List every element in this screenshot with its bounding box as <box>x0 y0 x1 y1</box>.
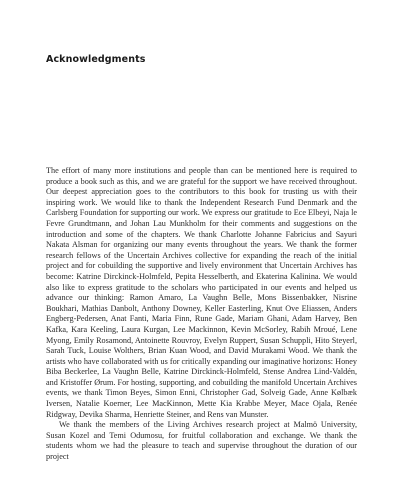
section-heading: Acknowledgments <box>46 54 146 65</box>
body-text <box>46 166 357 463</box>
paragraph-1: The effort of many more institutions and people than can be mentioned here is required to produce a book such as this, and we are grateful for the support we have received throughout. Our deepest appreciation goes to the contributors to this book for trusting us with their inspiring work. We would like to thank the Independent Research Fund Denmark and the Carlsberg Foundation for supporting our work. We express our gratitude to Ece Elbeyi, Naja le Fevre Grundtmann, and Johan Lau Munkholm for their comments and suggestions on the introduction and some of the chapters. We thank Charlotte Johanne Fabricius and Sayuri Nakata Alsman for organizing our many events throughout the years. We thank the former research fellows of the Uncertain Archives collective for expanding the reach of the initial project and for cobuilding the supportive and lively environment that Uncertain Archives has become: Katrine Dirckinck-Holmfeld, Pepita Hesselberth, and Ekaterina Kalinina. We would also like to express gratitude to the scholars who participated in our events and helped us advance our thinking: Ramon Amaro, La Vaughn Belle, Mons Bissenbakker, Nisrine Boukhari, Mathias Danbolt, Anthony Downey, Keller Easterling, Knut Ove Eliassen, Anders Engberg-Pedersen, Anat Fanti, Maria Finn, Rune Gade, Mariam Ghani, Adam Harvey, Ben Kafka, Kara Keeling, Laura Kurgan, Lee Mackinnon, Kevin McSorley, Rabih Mroué, Lene Myong, Emily Rosamond, Antoinette Rouvroy, Evelyn Ruppert, Susan Schuppli, Hito Steyerl, Sarah Tuck, Louise Wolthers, Brian Kuan Wood, and David Murakami Wood. We thank the artists who have collaborated with us for critically expanding our imaginative horizons: Honey Biba Beckerlee, La Vaughn Belle, Katrine Dirckinck-Holmfeld, Stense Andrea Lind-Valdén, and Kristoffer Ørum. For hosting, supporting, and cobuilding the manifold Uncertain Archives events, we thank Timon Beyes, Simon Enni, Christopher Gad, Solveig Gade, Anne Kølbæk Iversen, Natalie Koerner, Lee MacKinnon, Mette Kia Krabbe Meyer, Mace Ojala, Renée Ridgway, Devika Sharma, Henriette Steiner, and Rens van Munster. <box>46 166 357 419</box>
paragraph-2: We thank the members of the Living Archives research project at Malmö University, Susan Kozel and Temi Odumosu, for fruitful collaboration and exchange. We thank the students whom we had the pleasure to teach and supervise throughout the duration of our project <box>46 420 357 462</box>
